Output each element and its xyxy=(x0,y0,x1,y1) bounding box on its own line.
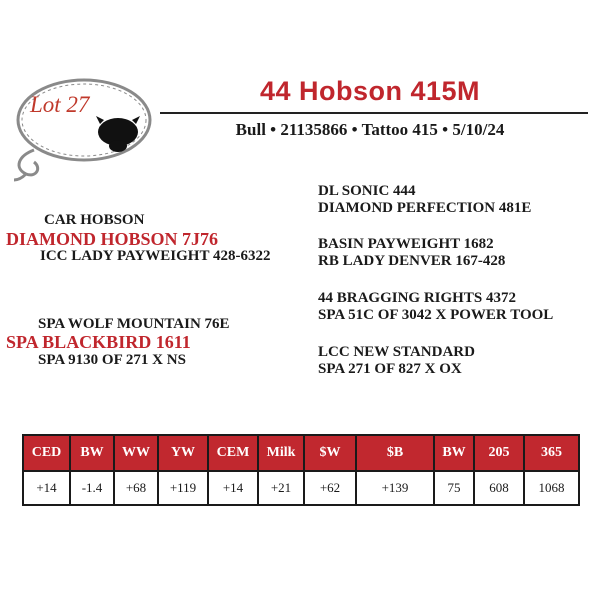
value-ced: +14 xyxy=(23,471,70,505)
value-bw: -1.4 xyxy=(70,471,114,505)
epd-header-row xyxy=(23,435,579,471)
animal-name: 44 Hobson 415M xyxy=(259,76,481,106)
ss-sire: DL SONIC 444 xyxy=(318,183,416,199)
header-dollar-b: $B xyxy=(356,435,434,471)
header-dollar-w: $W xyxy=(304,435,356,471)
value-cem: +14 xyxy=(208,471,258,505)
header-205: 205 xyxy=(474,435,524,471)
value-yw: +119 xyxy=(158,471,208,505)
header-yw: YW xyxy=(158,435,208,471)
value-dollar-w: +62 xyxy=(304,471,356,505)
dam-sire: SPA WOLF MOUNTAIN 76E xyxy=(38,316,230,332)
header-milk: Milk xyxy=(258,435,304,471)
value-actual-bw: 75 xyxy=(434,471,474,505)
dam-name: SPA BLACKBIRD 1611 xyxy=(6,332,191,352)
value-205: 608 xyxy=(474,471,524,505)
header-ww: WW xyxy=(114,435,158,471)
header-bw: BW xyxy=(70,435,114,471)
dam-dam: SPA 9130 OF 271 X NS xyxy=(38,352,186,368)
ss-dam: DIAMOND PERFECTION 481E xyxy=(318,200,532,216)
epd-table xyxy=(22,434,580,506)
epd-value-row xyxy=(23,471,579,505)
lot-number: Lot 27 xyxy=(30,92,90,117)
ds-sire: 44 BRAGGING RIGHTS 4372 xyxy=(318,290,516,306)
value-milk: +21 xyxy=(258,471,304,505)
dd-dam: SPA 271 OF 827 X OX xyxy=(318,361,462,377)
sire-name: DIAMOND HOBSON 7J76 xyxy=(6,229,219,249)
value-ww: +68 xyxy=(114,471,158,505)
lot-logo xyxy=(4,72,154,182)
header-365: 365 xyxy=(524,435,579,471)
sire-dam: ICC LADY PAYWEIGHT 428-6322 xyxy=(40,248,271,264)
header-actual-bw: BW xyxy=(434,435,474,471)
ds-dam: SPA 51C OF 3042 X POWER TOOL xyxy=(318,307,554,323)
sire-sire: CAR HOBSON xyxy=(44,212,145,228)
value-dollar-b: +139 xyxy=(356,471,434,505)
header-ced: CED xyxy=(23,435,70,471)
dd-sire: LCC NEW STANDARD xyxy=(318,344,475,360)
value-365: 1068 xyxy=(524,471,579,505)
animal-details: Bull • 21135866 • Tattoo 415 • 5/10/24 xyxy=(235,120,505,139)
sd-sire: BASIN PAYWEIGHT 1682 xyxy=(318,236,494,252)
header-divider xyxy=(160,112,588,114)
header-cem: CEM xyxy=(208,435,258,471)
sd-dam: RB LADY DENVER 167-428 xyxy=(318,253,506,269)
